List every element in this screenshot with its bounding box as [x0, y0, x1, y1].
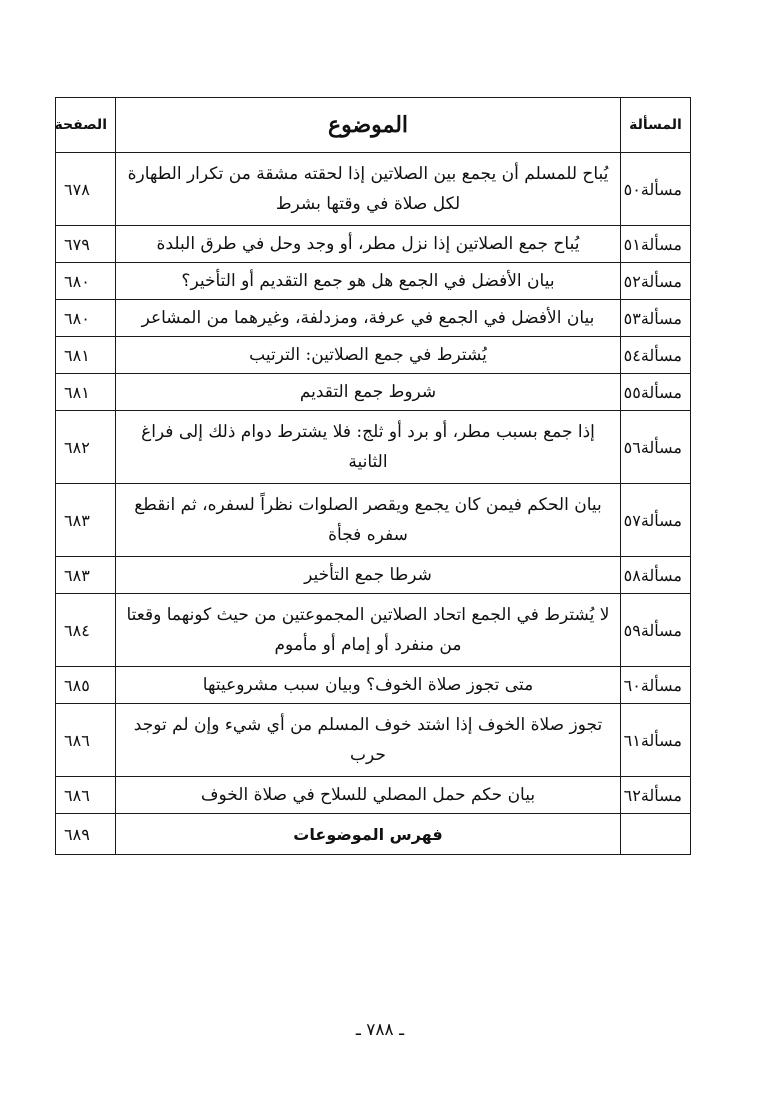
issue-number: مسألة٥١ — [621, 226, 691, 263]
issue-number: مسألة٥٨ — [621, 557, 691, 594]
issue-number: مسألة٥٤ — [621, 337, 691, 374]
table-row — [56, 300, 691, 337]
table-row — [56, 263, 691, 300]
header-topic: الموضوع — [116, 98, 621, 153]
issue-number: مسألة٦١ — [621, 704, 691, 777]
topic-text: يُباح للمسلم أن يجمع بين الصلاتين إذا لحقته مشقة من تكرار الطهارة لكل صلاة في وقتها بشرط — [116, 153, 621, 226]
page-number: ـ ٧٨٨ ـ — [355, 1020, 405, 1040]
index-topic: فهرس الموضوعات — [116, 814, 621, 855]
page-ref: ٦٨٢ — [56, 411, 116, 484]
topic-text: يُباح جمع الصلاتين إذا نزل مطر، أو وجد وحل في طرق البلدة — [116, 226, 621, 263]
table-of-contents — [55, 97, 691, 855]
table-row — [56, 484, 691, 557]
table-row — [56, 667, 691, 704]
page-ref: ٦٧٨ — [56, 153, 116, 226]
topic-text: بيان حكم حمل المصلي للسلاح في صلاة الخوف — [116, 777, 621, 814]
topic-text: متى تجوز صلاة الخوف؟ وبيان سبب مشروعيتها — [116, 667, 621, 704]
topic-text: بيان الأفضل في الجمع في عرفة، ومزدلفة، وغيرهما من المشاعر — [116, 300, 621, 337]
issue-number: مسألة٦٠ — [621, 667, 691, 704]
index-page-ref: ٦٨٩ — [56, 814, 116, 855]
table-row — [56, 226, 691, 263]
table-row — [56, 374, 691, 411]
table-row — [56, 153, 691, 226]
table-row — [56, 337, 691, 374]
table-row — [56, 777, 691, 814]
page-ref: ٦٨٠ — [56, 300, 116, 337]
table-row — [56, 557, 691, 594]
page-ref: ٦٨٠ — [56, 263, 116, 300]
issue-number: مسألة٥٠ — [621, 153, 691, 226]
page-ref: ٦٧٩ — [56, 226, 116, 263]
topic-text: بيان الأفضل في الجمع هل هو جمع التقديم أو التأخير؟ — [116, 263, 621, 300]
page-ref: ٦٨٣ — [56, 484, 116, 557]
issue-number: مسألة٥٢ — [621, 263, 691, 300]
topic-text: شروط جمع التقديم — [116, 374, 621, 411]
page-ref: ٦٨٥ — [56, 667, 116, 704]
header-issue: المسألة — [621, 98, 691, 153]
issue-number: مسألة٦٢ — [621, 777, 691, 814]
page-ref: ٦٨٦ — [56, 704, 116, 777]
topic-text: شرطا جمع التأخير — [116, 557, 621, 594]
index-row — [56, 814, 691, 855]
issue-number: مسألة٥٣ — [621, 300, 691, 337]
page-ref: ٦٨١ — [56, 337, 116, 374]
header-page: الصفحة — [56, 98, 116, 153]
page-ref: ٦٨٤ — [56, 594, 116, 667]
table-row — [56, 411, 691, 484]
topic-text: لا يُشترط في الجمع اتحاد الصلاتين المجموعتين من حيث كونهما وقعتا من منفرد أو إمام أو مأموم — [116, 594, 621, 667]
page-ref: ٦٨١ — [56, 374, 116, 411]
topic-text: يُشترط في جمع الصلاتين: الترتيب — [116, 337, 621, 374]
page-ref: ٦٨٣ — [56, 557, 116, 594]
page-ref: ٦٨٦ — [56, 777, 116, 814]
table-row — [56, 594, 691, 667]
issue-number: مسألة٥٥ — [621, 374, 691, 411]
table-row — [56, 704, 691, 777]
table-header-row — [56, 98, 691, 153]
topic-text: إذا جمع بسبب مطر، أو برد أو ثلج: فلا يشترط دوام ذلك إلى فراغ الثانية — [116, 411, 621, 484]
issue-number: مسألة٥٦ — [621, 411, 691, 484]
issue-number: مسألة٥٩ — [621, 594, 691, 667]
issue-number: مسألة٥٧ — [621, 484, 691, 557]
topic-text: بيان الحكم فيمن كان يجمع ويقصر الصلوات نظراً لسفره، ثم انقطع سفره فجأة — [116, 484, 621, 557]
topic-text: تجوز صلاة الخوف إذا اشتد خوف المسلم من أي شيء وإن لم توجد حرب — [116, 704, 621, 777]
index-issue-empty — [621, 814, 691, 855]
